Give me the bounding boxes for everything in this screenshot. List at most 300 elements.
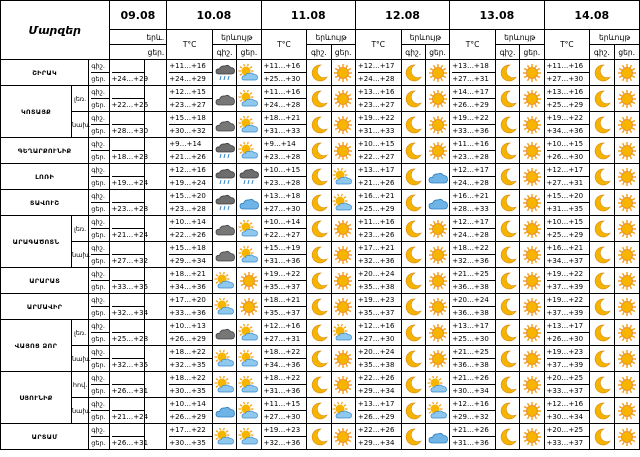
night-temperature: +14…+17 [452, 86, 495, 99]
weather-cell [307, 164, 331, 190]
partly-cloudy-icon [237, 323, 260, 343]
weather-cell [425, 138, 449, 164]
temperature-range: +28…+30 [111, 127, 149, 135]
temperature-range: +27…+32 [111, 257, 149, 265]
temperature-cell [544, 242, 590, 268]
day-temperature: +28…+33 [452, 205, 489, 213]
day-temperature: +33…+36 [452, 127, 489, 135]
sun-icon [520, 427, 543, 447]
sun-icon [237, 297, 260, 317]
dark-cloud-icon [213, 115, 236, 135]
weather-cell [614, 190, 640, 216]
day-temperature: +32…+35 [169, 361, 206, 369]
moon-icon [496, 323, 519, 343]
weather-cell [614, 320, 640, 346]
weather-col-header: երևույթ [495, 30, 544, 45]
day-temperature [109, 398, 149, 424]
moon-icon [402, 427, 425, 447]
day-temperature: +25…+29 [357, 205, 395, 213]
weather-cell [237, 398, 261, 424]
sun-icon [615, 401, 640, 421]
weather-col-header: երև. [109, 30, 167, 45]
day-temperature [109, 190, 149, 216]
weather-col-header: երևույթ [307, 30, 356, 45]
day-temperature [109, 60, 149, 86]
temperature-cell [544, 164, 590, 190]
weather-cell [307, 294, 331, 320]
day-label: ցեր. [91, 101, 106, 109]
partly-cloudy-icon [426, 375, 449, 395]
night-temperature: +19…+22 [547, 268, 590, 281]
day-temperature: +21…+26 [169, 153, 206, 161]
night-label: գիշ. [91, 138, 108, 151]
day-temperature: +35…+37 [357, 309, 395, 317]
sun-icon [615, 245, 640, 265]
day-label: ցեր. [91, 309, 106, 317]
temperature-cell [167, 164, 213, 190]
sun-icon [615, 297, 640, 317]
weather-cell [237, 268, 261, 294]
night-label: գիշ. [91, 398, 108, 411]
weather-cell [401, 86, 425, 112]
sun-icon [520, 323, 543, 343]
night-temperature: +10…+14 [169, 398, 212, 411]
day-temperature: +30…+32 [169, 127, 206, 135]
sun-icon [426, 297, 449, 317]
weather-cell [520, 164, 544, 190]
sun-icon [426, 323, 449, 343]
subregion-name: լեռ. [71, 86, 88, 112]
night-temperature: +22…+26 [358, 424, 401, 437]
partly-cloudy-icon [237, 349, 260, 369]
day-temperature: +23…+27 [357, 101, 395, 109]
sun-icon [520, 141, 543, 161]
night-temperature: +10…+14 [264, 216, 307, 229]
sun-icon [520, 271, 543, 291]
sun-icon [332, 427, 355, 447]
weather-cell [425, 268, 449, 294]
night-temperature: +19…+23 [547, 346, 590, 359]
temperature-cell [450, 372, 496, 398]
moon-icon [307, 375, 330, 395]
temperature-cell [261, 320, 307, 346]
temperature-cell [544, 112, 590, 138]
subregion-name: նախ. [71, 112, 88, 138]
weather-cell [614, 164, 640, 190]
weather-cell [307, 242, 331, 268]
weather-cell [307, 424, 331, 450]
night-day-labels [89, 294, 109, 320]
night-temperature: +18…+21 [264, 294, 307, 307]
night-temperature: +16…+21 [452, 190, 495, 203]
night-temperature: +19…+22 [547, 294, 590, 307]
weather-cell [401, 164, 425, 190]
weather-cell [495, 60, 519, 86]
temperature-cell [167, 320, 213, 346]
sun-icon [426, 271, 449, 291]
night-label: գիշ. [91, 320, 108, 333]
weather-cell [331, 320, 355, 346]
weather-cell [614, 424, 640, 450]
night-temperature: +21…+25 [452, 346, 495, 359]
night-label: գիշ. [91, 190, 108, 203]
temperature-cell [450, 190, 496, 216]
region-row [1, 216, 640, 242]
sun-icon [615, 349, 640, 369]
moon-icon [496, 271, 519, 291]
subregion-name: լեռ. [71, 320, 88, 346]
subregion-name: նախ. [71, 346, 88, 372]
weather-cell [590, 294, 614, 320]
night-temperature: +21…+25 [452, 268, 495, 281]
temperature-col-header: T°C [450, 30, 496, 60]
night-temperature: +12…+17 [547, 164, 590, 177]
day-label: ցեր. [91, 205, 106, 213]
weather-cell [331, 164, 355, 190]
night-day-labels [89, 424, 109, 450]
night-temperature: +13…+16 [358, 86, 401, 99]
weather-cell [331, 398, 355, 424]
temperature-cell [544, 320, 590, 346]
sun-icon [332, 141, 355, 161]
day-temperature: +37…+39 [546, 309, 584, 317]
temperature-cell [261, 190, 307, 216]
subregion-name: լեռ. [71, 216, 88, 242]
temperature-cell [450, 164, 496, 190]
sun-icon [332, 63, 355, 83]
moon-icon [307, 193, 330, 213]
temperature-cell [261, 112, 307, 138]
partly-cloudy-icon [332, 401, 355, 421]
weather-cell [212, 424, 236, 450]
weather-cell [614, 398, 640, 424]
temperature-cell [261, 86, 307, 112]
partly-cloudy-icon [237, 245, 260, 265]
weather-cell [212, 294, 236, 320]
night-temperature: +11…+16 [169, 60, 212, 73]
region-name: ՍՅՈՒՆԻՔ [1, 372, 72, 424]
temperature-range: +21…+24 [111, 231, 149, 239]
weather-cell [614, 112, 640, 138]
sun-icon [615, 193, 640, 213]
day-temperature: +35…+37 [263, 309, 301, 317]
day-temperature [109, 268, 149, 294]
temperature-cell [355, 268, 401, 294]
dark-cloud-icon [213, 89, 236, 109]
weather-cell [590, 424, 614, 450]
weather-cell [212, 216, 236, 242]
region-name: ԱՐԱԳԱԾՈՏՆ [1, 216, 72, 268]
date-header: 12.08 [355, 1, 449, 30]
night-temperature: +16…+21 [358, 190, 401, 203]
temperature-cell [167, 294, 213, 320]
moon-icon [590, 193, 613, 213]
weather-cell [495, 320, 519, 346]
moon-icon [590, 401, 613, 421]
temperature-cell [261, 346, 307, 372]
weather-cell [590, 60, 614, 86]
temperature-cell [261, 60, 307, 86]
temperature-cell [544, 398, 590, 424]
date-header: 09.08 [109, 1, 167, 30]
moon-icon [307, 427, 330, 447]
weather-cell [590, 346, 614, 372]
night-label: գիշ. [91, 164, 108, 177]
day-temperature [109, 242, 149, 268]
weather-cell [520, 346, 544, 372]
night-temperature: +11…+16 [452, 138, 495, 151]
night-temperature: +17…+21 [358, 242, 401, 255]
day-temperature [109, 346, 149, 372]
weather-cell [590, 320, 614, 346]
temperature-cell [167, 424, 213, 450]
day-temperature: +34…+36 [263, 361, 301, 369]
night-label: գիշ. [91, 424, 108, 437]
temperature-cell [355, 424, 401, 450]
weather-cell [401, 424, 425, 450]
day-temperature: +19…+24 [169, 179, 206, 187]
sun-icon [520, 167, 543, 187]
day-temperature: +31…+35 [546, 205, 584, 213]
weather-cell [590, 372, 614, 398]
moon-icon [307, 141, 330, 161]
day-temperature: +30…+34 [452, 387, 489, 395]
sun-icon [426, 245, 449, 265]
moon-icon [402, 89, 425, 109]
weather-cell [237, 320, 261, 346]
weather-cell [401, 398, 425, 424]
region-row [1, 138, 640, 164]
temperature-cell [544, 372, 590, 398]
weather-cell [425, 86, 449, 112]
dark-cloud-icon [213, 219, 236, 239]
day-temperature: +31…+36 [263, 387, 301, 395]
weather-cell [331, 86, 355, 112]
day-temperature: +31…+36 [452, 439, 489, 447]
night-temperature: +18…+21 [264, 112, 307, 125]
weather-cell [590, 268, 614, 294]
day-temperature: +27…+30 [546, 75, 584, 83]
sun-icon [520, 89, 543, 109]
weather-cell [212, 86, 236, 112]
weather-col-header: երևույթ [590, 30, 640, 45]
temperature-cell [355, 372, 401, 398]
night-temperature: +15…+18 [169, 242, 212, 255]
moon-icon [307, 297, 330, 317]
moon-icon [402, 271, 425, 291]
temperature-cell [450, 268, 496, 294]
subregion-name: նախ. [71, 398, 88, 424]
temperature-cell [355, 398, 401, 424]
night-temperature: +10…+15 [547, 138, 590, 151]
night-day-labels [89, 320, 109, 346]
night-temperature: +15…+18 [169, 112, 212, 125]
night-temperature: +17…+20 [169, 294, 212, 307]
weather-cell [237, 190, 261, 216]
night-day-labels [89, 398, 109, 424]
moon-icon [307, 271, 330, 291]
day-temperature: +34…+36 [546, 127, 584, 135]
night-day-labels [89, 138, 109, 164]
weather-cell [425, 320, 449, 346]
day-temperature: +35…+38 [357, 283, 395, 291]
temperature-cell [261, 398, 307, 424]
night-label: գիշ. [91, 112, 108, 125]
sun-icon [520, 219, 543, 239]
weather-cell [520, 242, 544, 268]
moon-icon [496, 63, 519, 83]
weather-cell [520, 320, 544, 346]
day-temperature: +27…+30 [357, 335, 395, 343]
partly-cloudy-icon [237, 115, 260, 135]
sun-icon [332, 375, 355, 395]
moon-icon [307, 349, 330, 369]
temperature-cell [167, 190, 213, 216]
day-label: ցեր. [91, 283, 106, 291]
weather-cell [425, 112, 449, 138]
day-temperature: +26…+29 [357, 413, 395, 421]
region-name: ԱՐՏԱՄ [1, 424, 89, 450]
moon-icon [496, 167, 519, 187]
temperature-range: +24…+29 [111, 75, 149, 83]
region-row [1, 242, 640, 268]
night-temperature: +11…+16 [264, 60, 307, 73]
night-temperature: +11…+16 [264, 86, 307, 99]
subregion-name: հով. [71, 372, 88, 398]
night-temperature: +19…+22 [264, 268, 307, 281]
night-temperature: +12…+17 [452, 164, 495, 177]
moon-icon [590, 245, 613, 265]
temperature-cell [355, 138, 401, 164]
weather-cell [331, 268, 355, 294]
temperature-range: +21…+24 [111, 413, 149, 421]
weather-cell [495, 372, 519, 398]
day-temperature: +26…+30 [546, 153, 584, 161]
weather-cell [212, 242, 236, 268]
temperature-col-header: T°C [261, 30, 307, 60]
moon-icon [402, 141, 425, 161]
weather-cell [614, 294, 640, 320]
weather-cell [590, 398, 614, 424]
night-temperature: +18…+22 [452, 242, 495, 255]
night-temperature: +12…+16 [452, 398, 495, 411]
weather-cell [237, 138, 261, 164]
sun-icon [615, 427, 640, 447]
temperature-cell [355, 164, 401, 190]
day-col-header: ցեր. [237, 45, 261, 60]
night-temperature: +13…+17 [547, 320, 590, 333]
day-temperature: +23…+28 [169, 205, 206, 213]
temperature-range: +25…+28 [111, 335, 149, 343]
temperature-cell [450, 86, 496, 112]
weather-cell [212, 268, 236, 294]
weather-cell [331, 112, 355, 138]
night-col-header: գիշ. [212, 45, 236, 60]
day-temperature: +35…+37 [263, 283, 301, 291]
region-row [1, 86, 640, 112]
moon-icon [496, 193, 519, 213]
temperature-range: +26…+31 [111, 439, 149, 447]
weather-cell [307, 112, 331, 138]
temperature-cell [544, 268, 590, 294]
sun-icon [615, 219, 640, 239]
weather-cell [331, 190, 355, 216]
region-row [1, 320, 640, 346]
weather-cell [520, 294, 544, 320]
weather-cell [212, 60, 236, 86]
weather-cell [401, 372, 425, 398]
day-temperature: +22…+26 [169, 231, 206, 239]
moon-icon [590, 323, 613, 343]
temperature-cell [355, 86, 401, 112]
weather-cell [237, 346, 261, 372]
night-temperature: +20…+24 [452, 294, 495, 307]
weather-cell [495, 346, 519, 372]
weather-cell [401, 112, 425, 138]
partly-cloudy-icon [426, 401, 449, 421]
moon-icon [496, 89, 519, 109]
day-temperature: +35…+38 [357, 361, 395, 369]
weather-cell [520, 138, 544, 164]
moon-icon [402, 297, 425, 317]
weather-cell [495, 398, 519, 424]
day-temperature: +26…+29 [169, 335, 206, 343]
moon-icon [590, 219, 613, 239]
night-temperature: +18…+22 [264, 372, 307, 385]
temperature-cell [450, 424, 496, 450]
day-temperature: +24…+28 [452, 231, 489, 239]
day-temperature: +31…+33 [357, 127, 395, 135]
moon-icon [402, 115, 425, 135]
night-temperature: +12…+17 [358, 60, 401, 73]
night-temperature: +13…+17 [358, 398, 401, 411]
weather-cell [495, 164, 519, 190]
weather-cell [307, 216, 331, 242]
temperature-cell [355, 346, 401, 372]
weather-cell [614, 268, 640, 294]
weather-cell [520, 216, 544, 242]
night-temperature: +13…+18 [452, 60, 495, 73]
region-row [1, 112, 640, 138]
sun-icon [426, 115, 449, 135]
night-day-labels [89, 60, 109, 86]
weather-cell [495, 424, 519, 450]
temperature-cell [261, 216, 307, 242]
header-row [1, 1, 640, 30]
temperature-cell [167, 86, 213, 112]
sun-icon [615, 89, 640, 109]
temperature-cell [167, 242, 213, 268]
temperature-range: +19…+24 [111, 179, 149, 187]
day-temperature: +30…+34 [546, 413, 584, 421]
weather-cell [307, 60, 331, 86]
moon-icon [402, 193, 425, 213]
weather-cell [401, 190, 425, 216]
day-temperature [109, 164, 149, 190]
weather-cell [401, 242, 425, 268]
rain-cloud-icon [213, 166, 236, 188]
partly-cloudy-icon [237, 219, 260, 239]
day-temperature: +23…+26 [357, 231, 395, 239]
temperature-cell [544, 60, 590, 86]
dark-cloud-icon [213, 323, 236, 343]
weather-cell [495, 138, 519, 164]
moon-icon [402, 349, 425, 369]
night-day-labels [89, 242, 109, 268]
temperature-cell [450, 242, 496, 268]
day-temperature [109, 86, 149, 112]
day-temperature: +29…+32 [452, 413, 489, 421]
